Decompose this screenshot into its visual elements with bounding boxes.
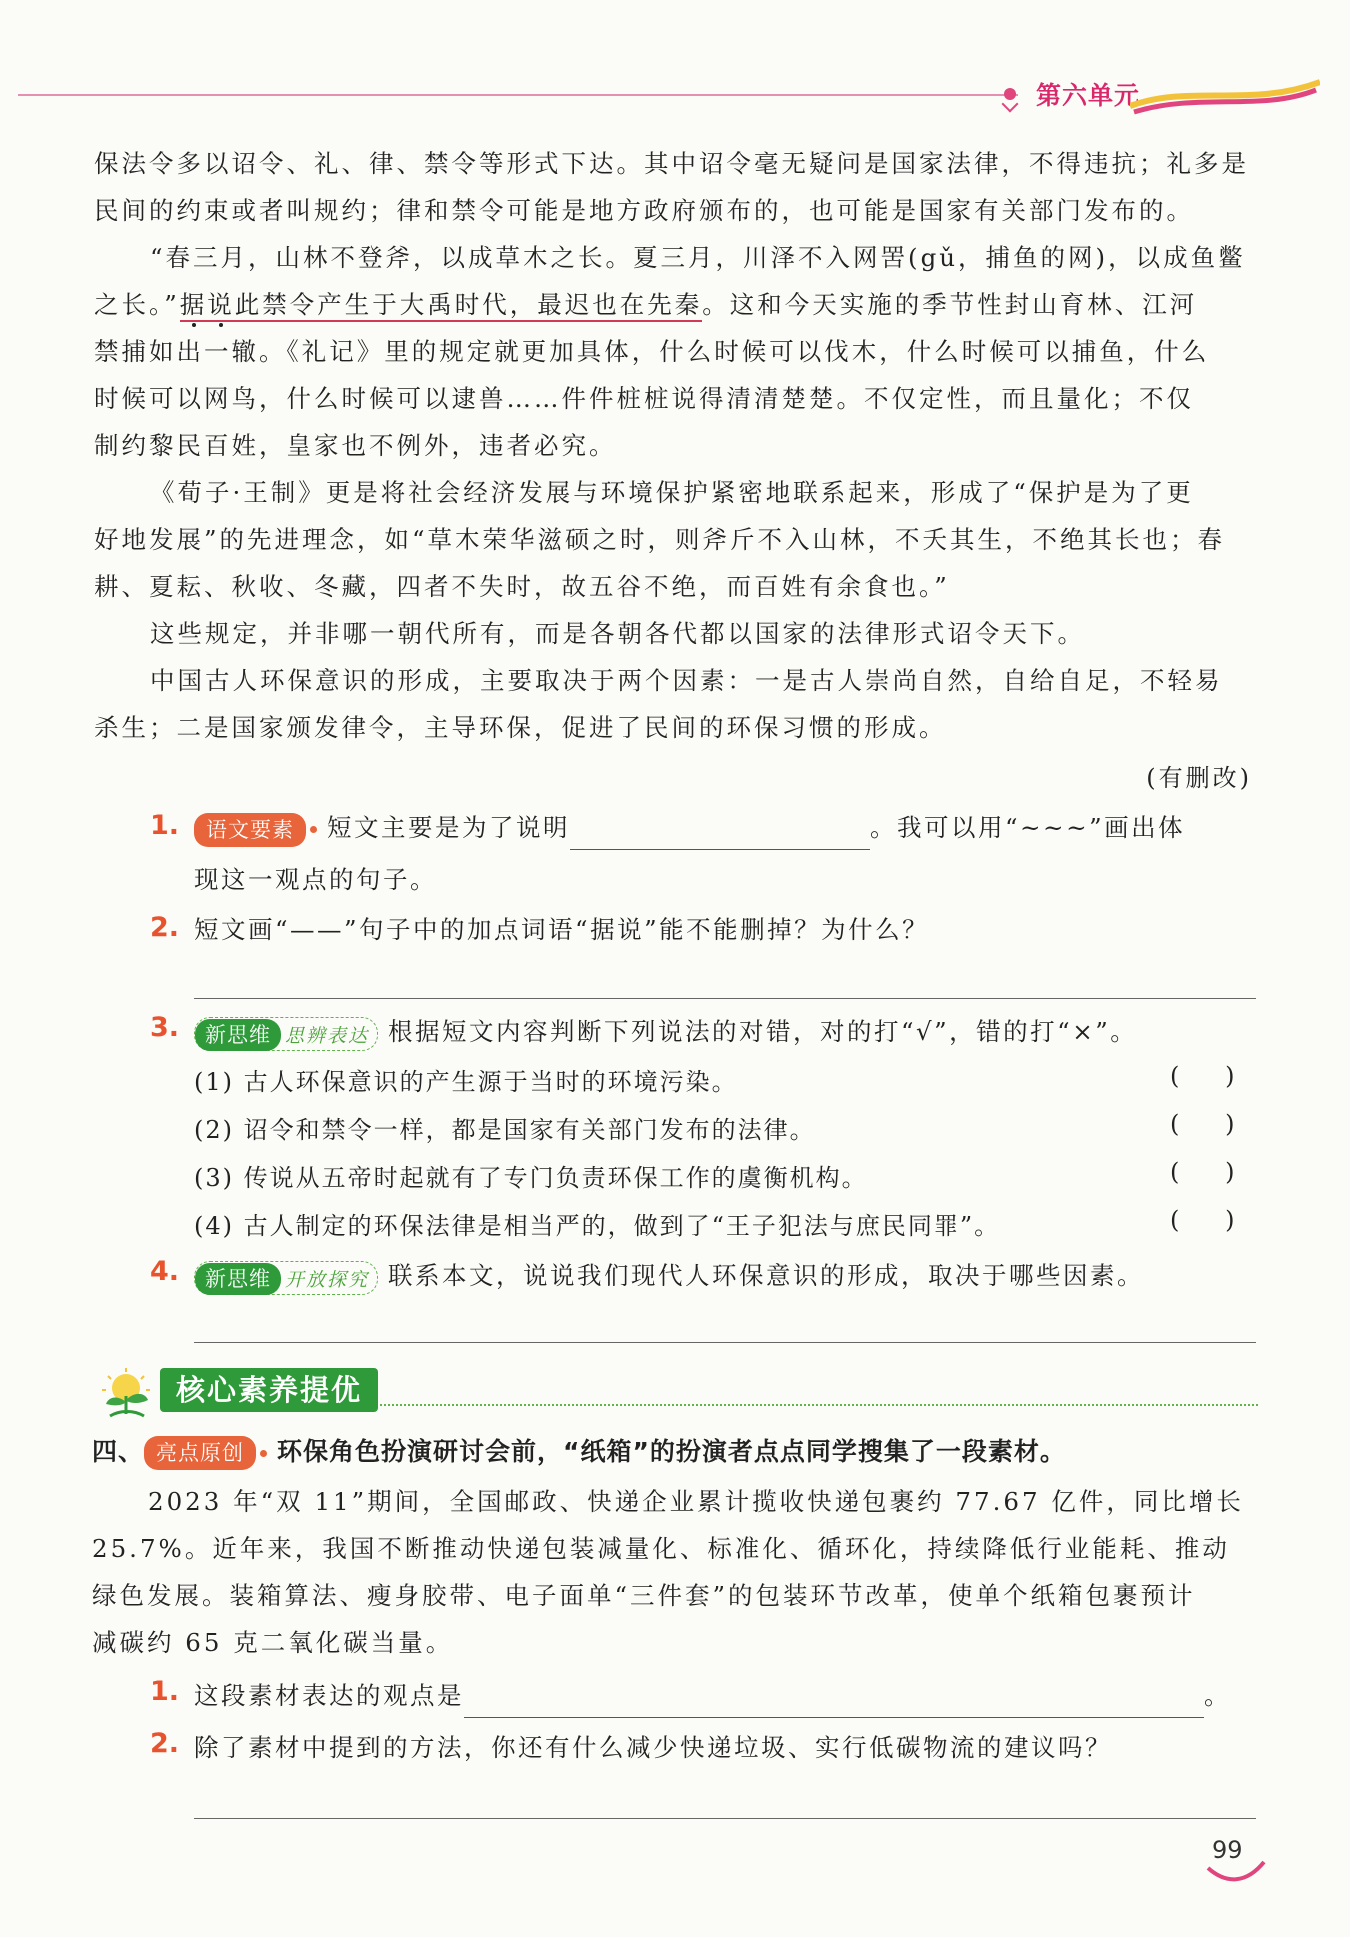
material-line: 25.7%。近年来，我国不断推动快递包装减量化、标准化、循环化，持续降低行业能耗、推动 xyxy=(92,1534,1230,1563)
question-number: 2. xyxy=(150,1728,180,1759)
dotted-char: 据 xyxy=(179,290,208,319)
question-4: 新思维 开放探究 联系本文，说说我们现代人环保意识的形成，取决于哪些因素。 xyxy=(194,1254,1144,1298)
passage-line: 《荀子·王制》更是将社会经济发展与环境保护紧密地联系起来，形成了“保护是为了更 xyxy=(150,478,1194,507)
passage-line: 之长。”据说此禁令产生于大禹时代，最迟也在先秦。这和今天实施的季节性封山育林、江河 xyxy=(94,281,1254,328)
page-swoosh-icon xyxy=(1206,1858,1266,1888)
material-line: 2023 年“双 11”期间，全国邮政、快递企业累计揽收快递包裹约 77.67 亿件，同比增长 xyxy=(148,1487,1244,1516)
tag-new-thinking: 新思维 思辨表达 xyxy=(194,1017,378,1051)
answer-line[interactable] xyxy=(194,1342,1256,1343)
judgement-item: (2) 诏令和禁令一样，都是国家有关部门发布的法律。 xyxy=(194,1116,816,1144)
answer-parens[interactable]: ( ) xyxy=(1170,1062,1235,1090)
question-2: 短文画“——”句子中的加点词语“据说”能不能删掉？为什么？ xyxy=(194,915,930,944)
header-rule xyxy=(18,94,1018,96)
dotted-char: 说 xyxy=(207,290,235,319)
judgement-item: (3) 传说从五帝时起就有了专门负责环保工作的虞衡机构。 xyxy=(194,1164,868,1192)
material-line: 减碳约 65 克二氧化碳当量。 xyxy=(92,1628,454,1657)
underlined-sentence: 据说此禁令产生于大禹时代，最迟也在先秦 xyxy=(180,290,703,322)
tag-chinese-elements: 语文要素 xyxy=(194,813,306,847)
tag-highlight-original: 亮点原创 xyxy=(144,1436,256,1470)
judgement-item: (4) 古人制定的环保法律是相当严的，做到了“王子犯法与庶民同罪”。 xyxy=(194,1212,1001,1240)
sprout-sun-icon xyxy=(96,1366,156,1420)
question-number: 1. xyxy=(150,1676,180,1707)
tag-dot-icon xyxy=(310,826,317,833)
tag-new-thinking: 新思维 开放探究 xyxy=(194,1261,378,1295)
passage-line: 中国古人环保意识的形成，主要取决于两个因素：一是古人崇尚自然，自给自足，不轻易 xyxy=(150,666,1223,695)
answer-blank[interactable] xyxy=(464,1717,1204,1718)
question-1-cont: 现这一观点的句子。 xyxy=(194,865,437,894)
part4-heading: 四、 亮点原创 环保角色扮演研讨会前，“纸箱”的扮演者点点同学搜集了一段素材。 xyxy=(92,1432,1066,1470)
passage-line: 时候可以网鸟，什么时候可以逮兽……件件桩桩说得清清楚楚。不仅定性，而且量化；不仅 xyxy=(94,384,1194,413)
answer-parens[interactable]: ( ) xyxy=(1170,1110,1235,1138)
judgement-item: (1) 古人环保意识的产生源于当时的环境污染。 xyxy=(194,1068,738,1096)
header-swoosh-icon xyxy=(1130,78,1320,118)
answer-blank[interactable] xyxy=(570,849,870,850)
answer-parens[interactable]: ( ) xyxy=(1170,1158,1235,1186)
page-number: 99 xyxy=(1212,1836,1243,1864)
passage-line: 禁捕如出一辙。《礼记》里的规定就更加具体，什么时候可以伐木，什么时候可以捕鱼，什么 xyxy=(94,337,1210,366)
answer-line[interactable] xyxy=(194,998,1256,999)
passage-line: 民间的约束或者叫规约；律和禁令可能是地方政府颁布的，也可能是国家有关部门发布的。 xyxy=(94,196,1194,225)
section-banner: 核心素养提优 xyxy=(160,1368,378,1412)
passage-line: “春三月，山林不登斧，以成草木之长。夏三月，川泽不入网罟(gǔ，捕鱼的网)，以成鱼鳖 xyxy=(150,243,1246,272)
question-number: 3. xyxy=(150,1012,180,1043)
question-number: 2. xyxy=(150,912,180,943)
tag-dot-icon xyxy=(260,1450,267,1457)
passage-line: 好地发展”的先进理念，如“草木荣华滋硕之时，则斧斤不入山林，不夭其生，不绝其长也；春 xyxy=(94,525,1226,554)
passage-line: 耕、夏耘、秋收、冬藏，四者不失时，故五谷不绝，而百姓有余食也。” xyxy=(94,572,950,601)
question-1: 语文要素 短文主要是为了说明 。我可以用“~~~”画出体 xyxy=(194,806,1185,850)
section-dotted-rule xyxy=(380,1404,1258,1406)
answer-line[interactable] xyxy=(194,1818,1256,1819)
passage-line: 杀生；二是国家颁发律令，主导环保，促进了民间的环保习惯的形成。 xyxy=(94,713,947,742)
part4-question-1: 这段素材表达的观点是 。 xyxy=(194,1674,1231,1718)
material-line: 绿色发展。装箱算法、瘦身胶带、电子面单“三件套”的包装环节改革，使单个纸箱包裹预计 xyxy=(92,1581,1196,1610)
passage-line: 这些规定，并非哪一朝代所有，而是各朝各代都以国家的法律形式诏令天下。 xyxy=(150,619,1085,648)
passage-line: 保法令多以诏令、礼、律、禁令等形式下达。其中诏令毫无疑问是国家法律，不得违抗；礼多是 xyxy=(94,149,1249,178)
header-chevron-icon xyxy=(1002,96,1019,113)
question-3: 新思维 思辨表达 根据短文内容判断下列说法的对错，对的打“√”，错的打“×”。 xyxy=(194,1010,1137,1054)
passage-line: 制约黎民百姓，皇家也不例外，违者必究。 xyxy=(94,431,617,460)
question-number: 4. xyxy=(150,1256,180,1287)
question-number: 1. xyxy=(150,810,180,841)
part4-question-2: 除了素材中提到的方法，你还有什么减少快递垃圾、实行低碳物流的建议吗？ xyxy=(194,1733,1112,1762)
source-note: (有删改) xyxy=(1146,764,1252,792)
answer-parens[interactable]: ( ) xyxy=(1170,1206,1235,1234)
unit-title: 第六单元 xyxy=(1036,81,1141,110)
